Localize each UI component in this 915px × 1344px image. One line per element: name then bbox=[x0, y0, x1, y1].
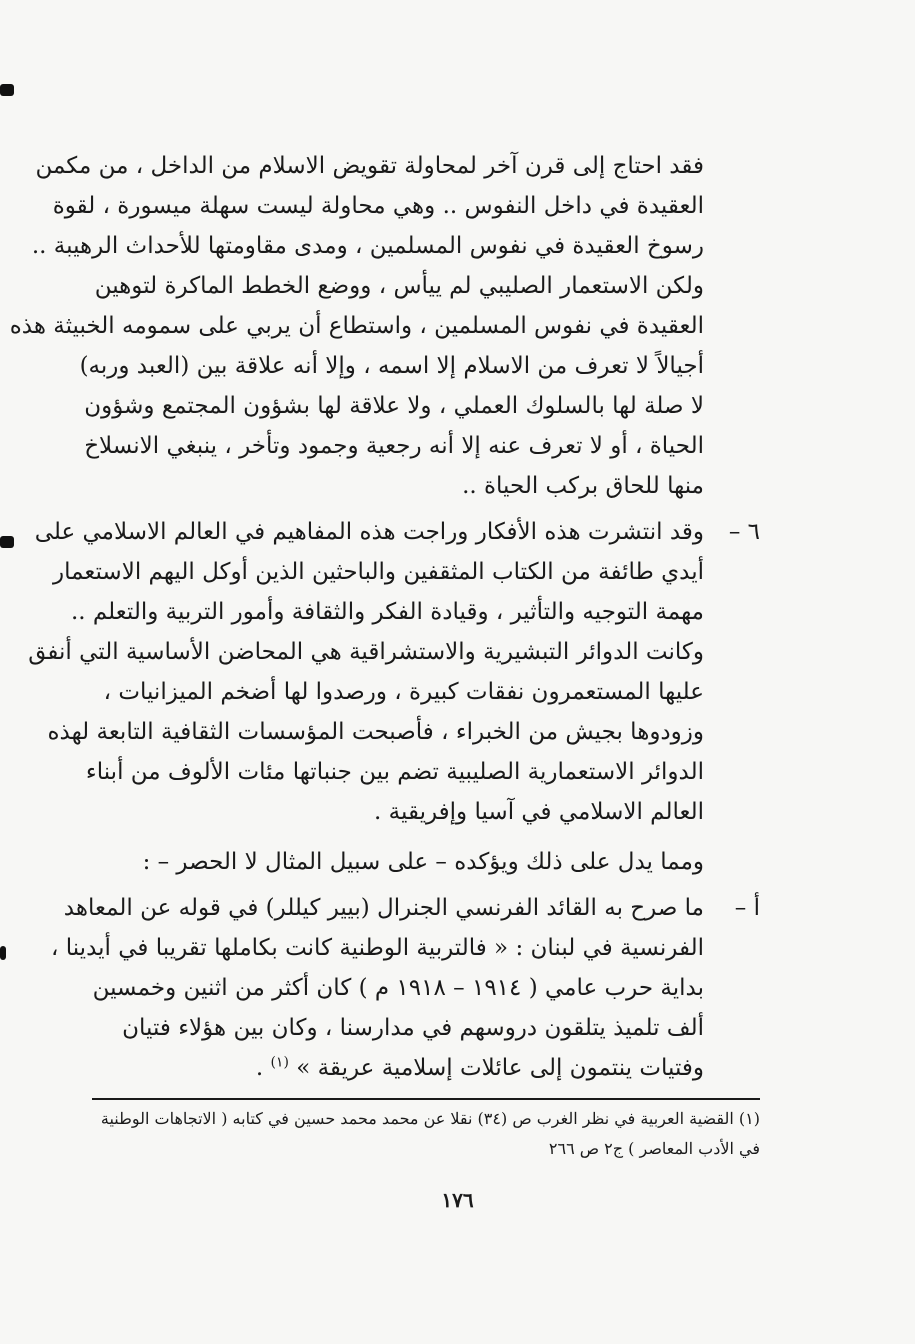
item-6-line-6 bbox=[47, 712, 760, 752]
item-6-line-6-text: وزودوها بجيش من الخبراء ، فأصبحت المؤسسات الثقافية التابعة لهذه bbox=[47, 719, 704, 745]
footnote-line-2: في الأدب المعاصر ) ج٢ ص ٢٦٦ bbox=[548, 1139, 760, 1158]
intro-line-3: رسوخ العقيدة في نفوس المسلمين ، ومدى مقاومتها للأحداث الرهيبة .. bbox=[31, 233, 704, 259]
item-a-end-mark: . bbox=[255, 1055, 264, 1081]
page-number: ١٧٦ bbox=[441, 1188, 474, 1212]
item-a-line-5-text: وفتيات ينتمون إلى عائلات إسلامية عريقة » bbox=[296, 1055, 704, 1081]
item-6-marker: ٦ – bbox=[728, 519, 760, 545]
footnote-reference: (١) bbox=[270, 1054, 289, 1071]
item-6-line-4 bbox=[28, 632, 760, 672]
item-a-paragraph bbox=[50, 888, 760, 1088]
item-6-line-2-text: أيدي طائفة من الكتاب المثقفين والباحثين الذين أوكل اليهم الاستعمار bbox=[52, 559, 704, 585]
item-a-line-4 bbox=[92, 1008, 760, 1048]
item-6-line-8 bbox=[92, 792, 760, 832]
footnote-divider bbox=[92, 1098, 760, 1100]
evidence-line: ومما يدل على ذلك ويؤكده – على سبيل المثال لا الحصر – : bbox=[142, 849, 704, 875]
item-6-line-3-text: مهمة التوجيه والتأثير ، وقيادة الفكر والثقافة وأمور التربية والتعلم .. bbox=[70, 599, 704, 625]
item-a-line-1 bbox=[63, 888, 760, 928]
item-a-line-2 bbox=[50, 928, 760, 968]
item-a-line-4-text: ألف تلميذ يتلقون دروسهم في مدارسنا ، وكان بين هؤلاء فتيان bbox=[122, 1015, 704, 1041]
left-edge-mark-lower bbox=[0, 946, 6, 960]
intro-line-7: لا صلة لها بالسلوك العملي ، ولا علاقة لها بشؤون المجتمع وشؤون bbox=[84, 393, 704, 419]
item-a-line-2-text: الفرنسية في لبنان : « فالتربية الوطنية كانت بكاملها تقريبا في أيدينا ، bbox=[50, 935, 704, 961]
item-6-line-1-text: وقد انتشرت هذه الأفكار وراجت هذه المفاهيم في العالم الاسلامي على bbox=[34, 519, 704, 545]
intro-line-6: أجيالاً لا تعرف من الاسلام إلا اسمه ، وإلا أنه علاقة بين (العبد وربه) bbox=[79, 353, 704, 379]
item-a-line-3-text: بداية حرب عامي ( ١٩١٤ – ١٩١٨ م ) كان أكثر من اثنين وخمسين bbox=[92, 975, 704, 1001]
intro-paragraph bbox=[9, 146, 704, 506]
item-6-paragraph bbox=[28, 512, 760, 832]
item-6-line-8-text: العالم الاسلامي في آسيا وإفريقية . bbox=[374, 799, 704, 825]
item-6-line-1 bbox=[34, 512, 760, 552]
item-a-line-5 bbox=[92, 1048, 760, 1088]
intro-line-9: منها للحاق بركب الحياة .. bbox=[462, 473, 704, 499]
left-edge-mark-top bbox=[0, 84, 14, 96]
item-6-line-4-text: وكانت الدوائر التبشيرية والاستشراقية هي المحاضن الأساسية التي أنفق bbox=[28, 639, 704, 665]
footnote bbox=[80, 1104, 760, 1164]
left-edge-mark-middle bbox=[0, 536, 14, 548]
intro-line-2: العقيدة في داخل النفوس .. وهي محاولة ليست سهلة ميسورة ، لقوة bbox=[52, 193, 704, 219]
item-6-line-7 bbox=[85, 752, 760, 792]
intro-line-5: العقيدة في نفوس المسلمين ، واستطاع أن يربي على سمومه الخبيثة هذه bbox=[9, 313, 704, 339]
item-6-line-5-text: عليها المستعمرون نفقات كبيرة ، ورصدوا لها أضخم الميزانيات ، bbox=[103, 679, 704, 705]
item-6-line-2 bbox=[52, 552, 760, 592]
intro-line-8: الحياة ، أو لا تعرف عنه إلا أنه رجعية وجمود وتأخر ، ينبغي الانسلاخ bbox=[84, 433, 704, 459]
item-a-marker: أ – bbox=[734, 895, 760, 921]
footnote-line-1: (١) القضية العربية في نظر الغرب ص (٣٤) نقلا عن محمد محمد حسين في كتابه ( الاتجاهات الوطنية bbox=[100, 1109, 760, 1128]
item-6-line-3 bbox=[70, 592, 760, 632]
item-6-line-7-text: الدوائر الاستعمارية الصليبية تضم بين جنباتها مئات الألوف من أبناء bbox=[85, 759, 704, 785]
intro-line-4: ولكن الاستعمار الصليبي لم ييأس ، ووضع الخطط الماكرة لتوهين bbox=[94, 273, 704, 299]
item-a-line-3 bbox=[92, 968, 760, 1008]
item-a-line-1-text: ما صرح به القائد الفرنسي الجنرال (بيير كيللر) في قوله عن المعاهد bbox=[63, 895, 704, 921]
intro-line-1: فقد احتاج إلى قرن آخر لمحاولة تقويض الاسلام من الداخل ، من مكمن bbox=[35, 153, 704, 179]
item-6-line-5 bbox=[92, 672, 760, 712]
